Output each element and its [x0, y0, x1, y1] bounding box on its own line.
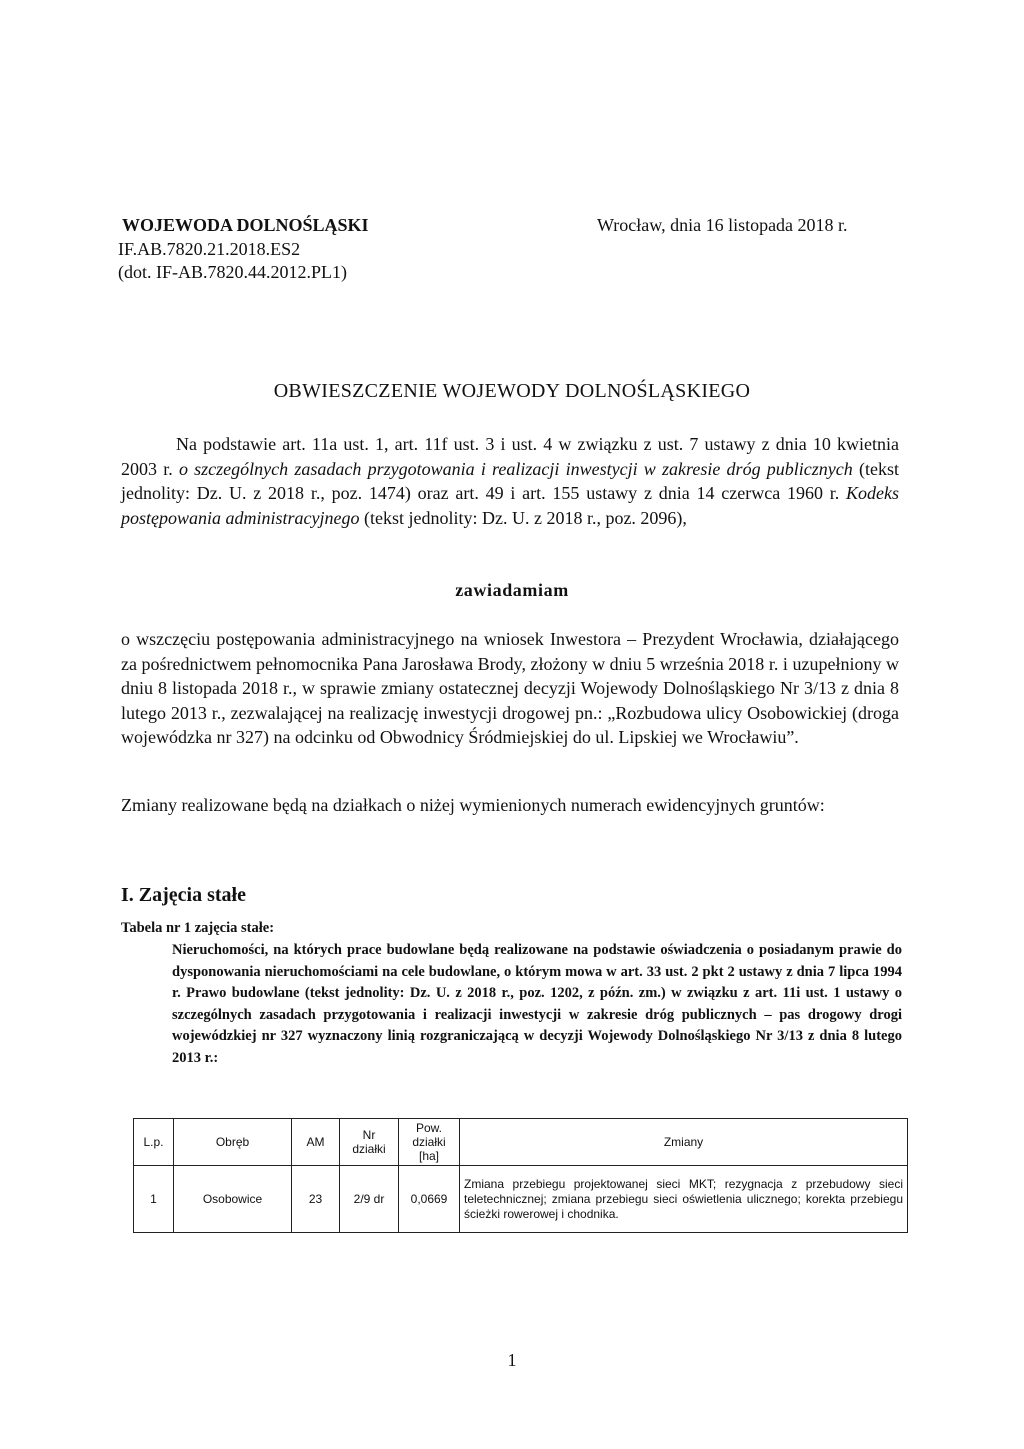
cell-lp: 1	[134, 1166, 174, 1233]
changes-paragraph: Zmiany realizowane będą na działkach o niżej wymienionych numerach ewidencyjnych gruntów:	[121, 795, 825, 815]
cell-am: 23	[292, 1166, 340, 1233]
cell-powierzchnia: 0,0669	[399, 1166, 460, 1233]
col-header-nr-line1: Nr	[362, 1128, 376, 1142]
place-and-date: Wrocław, dnia 16 listopada 2018 r.	[597, 215, 848, 235]
legal-basis-text-1: Na podstawie art. 11a ust. 1, art. 11f ust. 3 i ust. 4 w związku z ust. 7 ustawy z dnia 10 kwietnia 2003 r.	[121, 434, 899, 479]
announce-word: zawiadamiam	[455, 580, 569, 600]
cell-zmiany: Zmiana przebiegu projektowanej sieci MKT; rezygnacja z przebudowy sieci teletechnicznej; zmiana przebiegu sieci oświetlenia ulicznego; korekta przebiegu ścieżki rowerowej i chodnika.	[460, 1166, 908, 1233]
legal-basis-paragraph	[121, 432, 899, 530]
cell-nr-dzialki: 2/9 dr	[340, 1166, 399, 1233]
notice-paragraph: o wszczęciu postępowania administracyjnego na wniosek Inwestora – Prezydent Wrocławia, działającego za pośrednictwem pełnomocnika Pana Jarosława Brody, złożony w dniu 5 września 2018 r. i uzupełniony w dniu 8 listopada 2018 r., w sprawie zmiany ostatecznej decyzji Wojewody Dolnośląskiego Nr 3/13 z dnia 8 lutego 2013 r., zezwalającej na realizację inwestycji drogowej pn.: „Rozbudowa ulicy Osobowickiej (droga wojewódzka nr 327) na odcinku od Obwodnicy Śródmiejskiej do ul. Lipskiej we Wrocławiu”.	[121, 629, 899, 747]
declaration-paragraph: Nieruchomości, na których prace budowlane będą realizowane na podstawie oświadczenia o posiadanym prawie do dysponowania nieruchomościami na cele budowlane, o którym mowa w art. 33 ust. 2 pkt 2 ustawy z dnia 7 lipca 1994 r. Prawo budowlane (tekst jednolity: Dz. U. z 2018 r., poz. 1202, z późn. zm.) w związku z art. 11i ust. 1 ustawy o szczególnych zasadach przygotowania i realizacji inwestycji w zakresie dróg publicznych – pas drogowy drogi wojewódzkiej nr 327 wyznaczony linią rozgraniczającą w decyzji Wojewody Dolnośląskiego Nr 3/13 z dnia 8 lutego 2013 r.:	[172, 942, 902, 1066]
cell-obreb: Osobowice	[174, 1166, 292, 1233]
col-header-nr-line2: działki	[352, 1142, 386, 1156]
legal-basis-text-2: (tekst jednolity: Dz. U. z 2018 r., poz. 1474) oraz art. 49 i art. 155 ustawy z dnia 14 czerwca 1960 r.	[121, 458, 899, 503]
col-header-pow-line1: Pow.	[415, 1121, 442, 1135]
issuer-name: WOJEWODA DOLNOŚLĄSKI	[122, 215, 369, 235]
col-header-pow-line3: [ha]	[418, 1149, 439, 1163]
col-header-nr-dzialki	[340, 1119, 399, 1166]
case-number: IF.AB.7820.21.2018.ES2	[118, 239, 301, 259]
parcels-table	[133, 1118, 908, 1233]
document-title: OBWIESZCZENIE WOJEWODY DOLNOŚLĄSKIEGO	[273, 380, 751, 402]
col-header-obreb: Obręb	[174, 1119, 292, 1166]
page-number: 1	[507, 1350, 517, 1370]
col-header-zmiany: Zmiany	[460, 1119, 908, 1166]
table-caption: Tabela nr 1 zajęcia stałe:	[121, 920, 275, 936]
col-header-powierzchnia	[399, 1119, 460, 1166]
col-header-pow-line2: działki	[412, 1135, 446, 1149]
legal-basis-text-3: (tekst jednolity: Dz. U. z 2018 r., poz. 2096),	[359, 507, 687, 528]
section-heading: I. Zajęcia stałe	[121, 884, 246, 906]
col-header-lp: L.p.	[134, 1119, 174, 1166]
related-case-number: (dot. IF-AB.7820.44.2012.PL1)	[118, 262, 347, 282]
act-title-kpa: Kodeks postępowania administracyjnego	[121, 483, 899, 528]
table-row	[134, 1166, 908, 1233]
table-header-row	[134, 1119, 908, 1166]
col-header-am: AM	[292, 1119, 340, 1166]
act-title-roads: o szczególnych zasadach przygotowania i realizacji inwestycji w zakresie dróg publicznych	[178, 458, 853, 479]
